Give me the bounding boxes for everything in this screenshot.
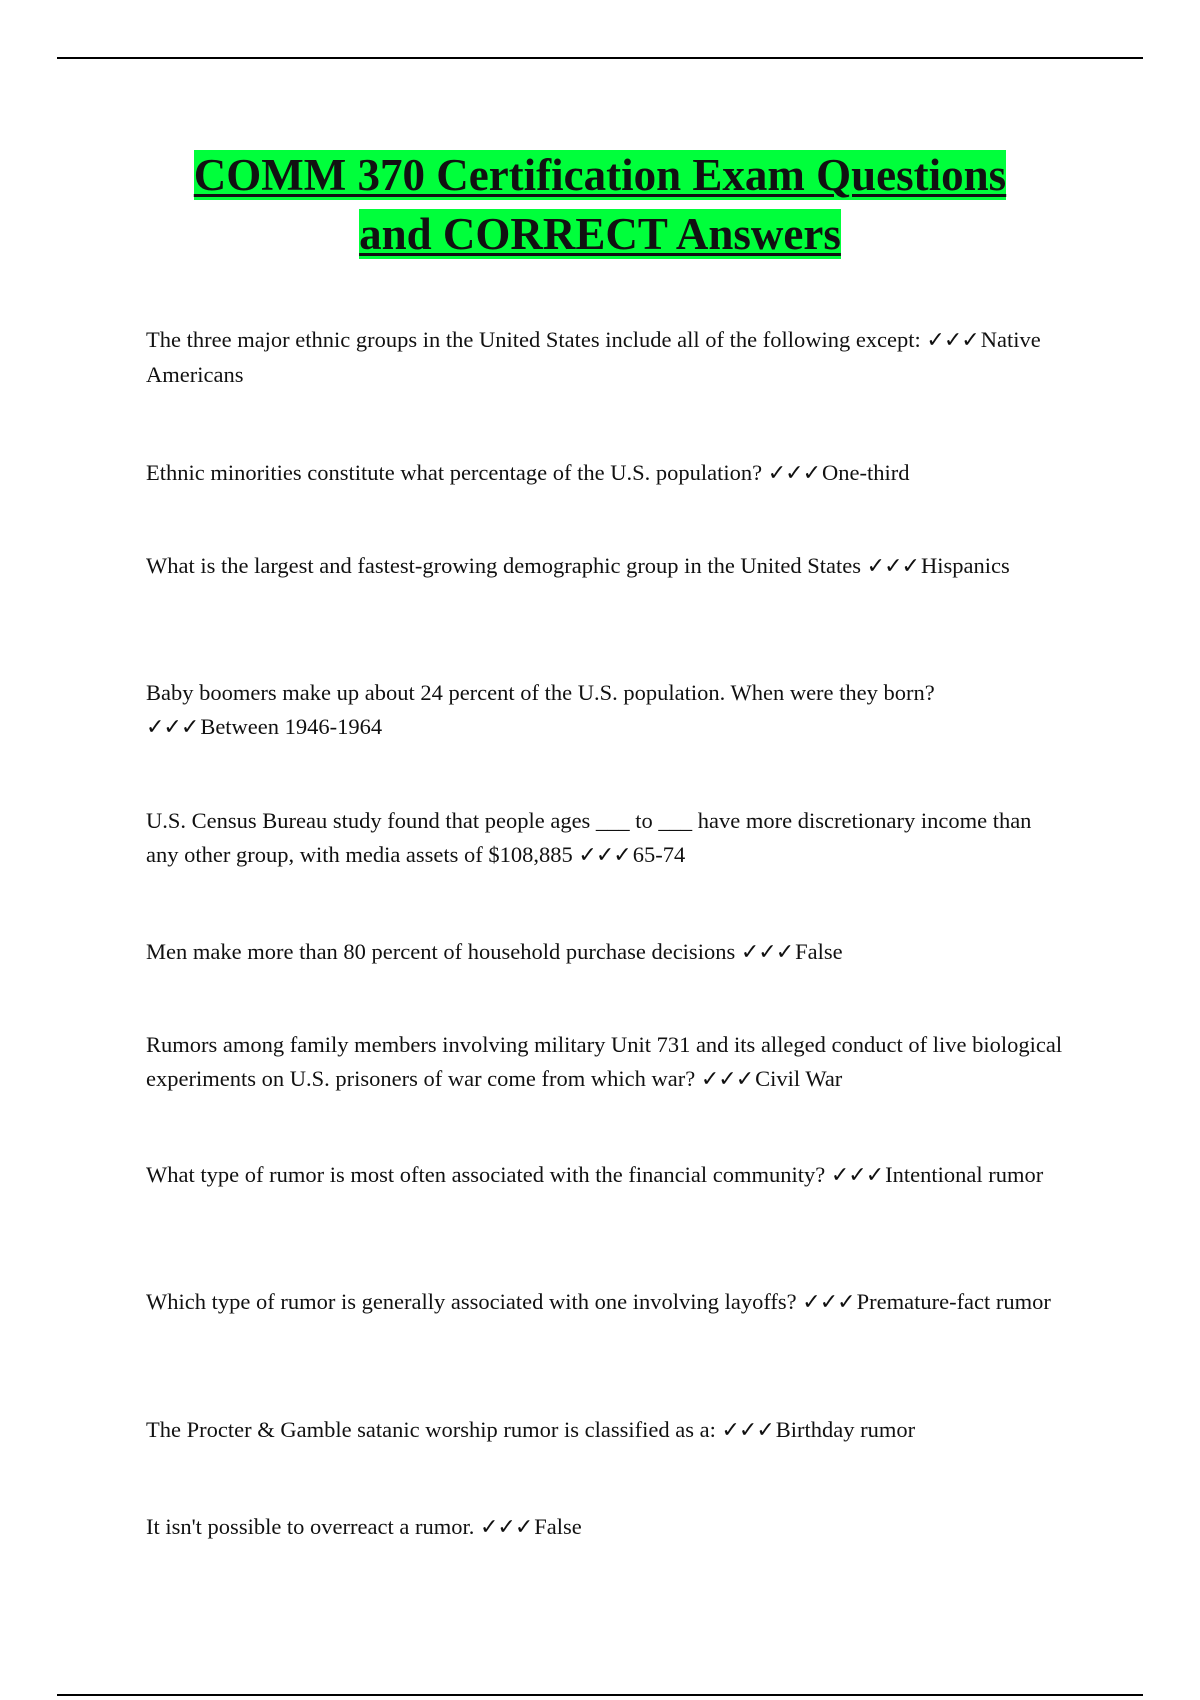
qa-item-3	[146, 549, 1066, 584]
qa-item-6	[146, 935, 1066, 970]
check-icon: ✓✓✓	[830, 1163, 884, 1188]
check-icon: ✓✓✓	[721, 1418, 774, 1443]
answer-text: Intentional rumor	[885, 1162, 1044, 1187]
answer-text: Between 1946-1964	[200, 714, 383, 739]
check-icon: ✓✓✓	[767, 461, 821, 486]
question-text: Baby boomers make up about 24 percent of the U.S. population. When were they born?	[146, 680, 935, 705]
title-line-2: and CORRECT Answers	[359, 209, 841, 259]
check-icon: ✓✓✓	[740, 940, 794, 965]
document-title	[100, 146, 1100, 264]
question-text: The three major ethnic groups in the United States include all of the following except:	[146, 327, 927, 352]
qa-item-2	[146, 456, 1066, 491]
check-icon: ✓✓✓	[700, 1067, 754, 1092]
check-icon: ✓✓✓	[926, 328, 979, 353]
answer-text: Birthday rumor	[775, 1417, 916, 1442]
qa-item-11	[146, 1510, 1066, 1545]
answer-text: False	[534, 1514, 582, 1539]
question-text: U.S. Census Bureau study found that people ages ___ to ___ have more discretionary income than any other group, with media assets of $108,885	[146, 808, 1032, 867]
answer-text: Native Americans	[146, 327, 1041, 387]
top-rule	[57, 57, 1143, 59]
question-text: Men make more than 80 percent of household purchase decisions	[146, 939, 741, 964]
check-icon: ✓✓✓	[578, 843, 631, 868]
qa-item-9	[146, 1287, 1066, 1318]
answer-text: Civil War	[755, 1066, 843, 1091]
check-icon: ✓✓✓	[479, 1515, 533, 1540]
answer-text: 65-74	[632, 842, 686, 867]
question-text: Rumors among family members involving military Unit 731 and its alleged conduct of live biological experiments on U.S. prisoners of war come from which war?	[146, 1032, 1063, 1091]
qa-item-1	[146, 323, 1066, 392]
check-icon: ✓✓✓	[146, 715, 199, 740]
check-icon: ✓✓✓	[866, 554, 919, 579]
answer-text: Hispanics	[920, 553, 1010, 578]
question-text: It isn't possible to overreact a rumor.	[146, 1514, 480, 1539]
qa-item-5	[146, 804, 1066, 873]
title-line-1: COMM 370 Certification Exam Questions	[193, 150, 1007, 200]
question-text: Ethnic minorities constitute what percentage of the U.S. population?	[146, 460, 768, 485]
qa-item-7	[146, 1028, 1066, 1097]
question-text: The Procter & Gamble satanic worship rumor is classified as a:	[146, 1417, 722, 1442]
answer-text: One-third	[822, 460, 910, 485]
answer-text: False	[795, 939, 843, 964]
check-icon: ✓✓✓	[802, 1290, 855, 1315]
answer-text: Premature-fact rumor	[856, 1289, 1051, 1314]
qa-item-4	[146, 676, 1066, 745]
bottom-rule	[57, 1694, 1143, 1696]
question-text: Which type of rumor is generally associated with one involving layoffs?	[146, 1289, 803, 1314]
qa-item-10	[146, 1413, 1066, 1448]
question-text: What type of rumor is most often associated with the financial community?	[146, 1162, 831, 1187]
question-text: What is the largest and fastest-growing demographic group in the United States	[146, 553, 867, 578]
qa-item-8	[146, 1160, 1066, 1191]
